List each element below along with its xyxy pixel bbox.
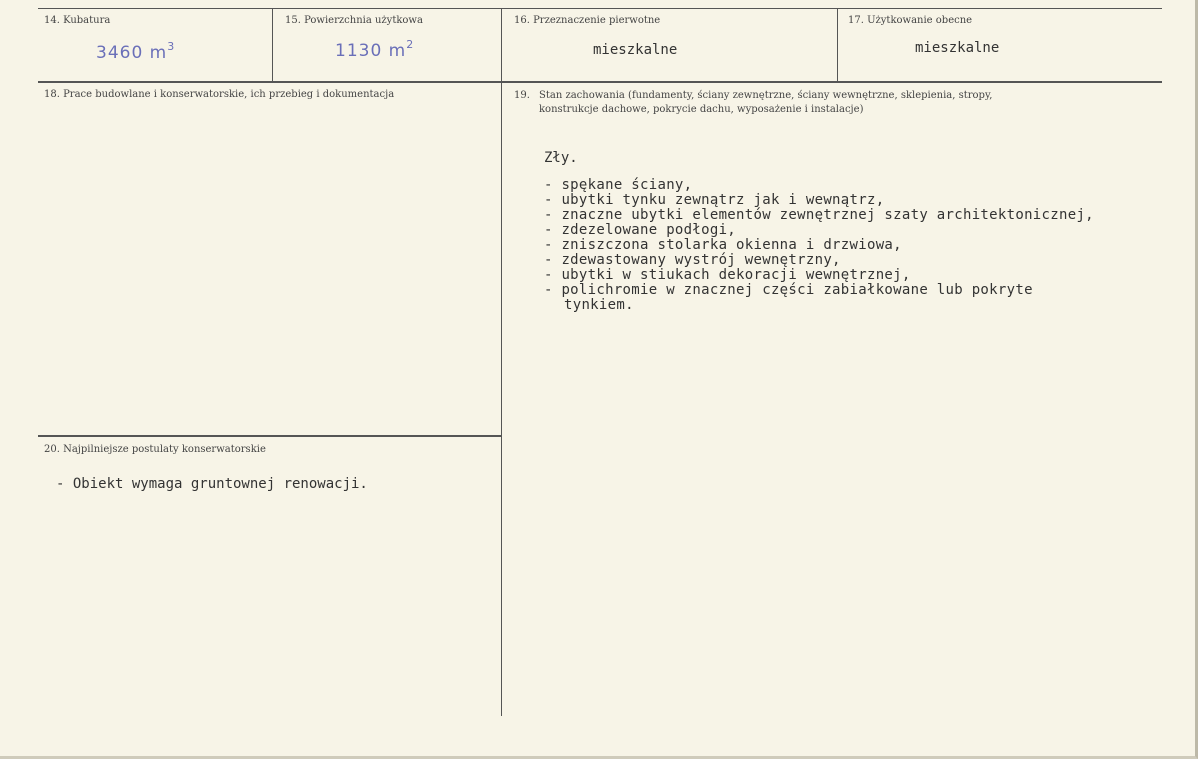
condition-list: [544, 178, 1094, 313]
field-15-label: 15. Powierzchnia użytkowa: [285, 15, 423, 26]
condition-heading: Zły.: [544, 150, 578, 166]
field-20-value: - Obiekt wymaga gruntownej renowacji.: [56, 476, 368, 492]
field-20-label: 20. Najpilniejsze postulaty konserwatorskie: [44, 444, 266, 455]
field-19-label-line1: Stan zachowania (fundamenty, ściany zewnętrzne, ściany wewnętrzne, sklepienia, stropy,: [539, 90, 993, 101]
field-19-number: 19.: [514, 90, 530, 101]
volume-value: 3460 m: [96, 43, 168, 63]
field-19-label-line2: konstrukcje dachowe, pokrycie dachu, wyposażenie i instalacje): [539, 104, 864, 115]
list-item: - znaczne ubytki elementów zewnętrznej szaty architektonicznej,: [544, 207, 1094, 223]
field-18-label: 18. Prace budowlane i konserwatorskie, ich przebieg i dokumentacja: [44, 89, 395, 100]
field-17-label: 17. Użytkowanie obecne: [848, 15, 973, 26]
top-rule: [38, 8, 1162, 9]
list-item: - polichromie w znacznej części zabiałkowane lub pokryte: [544, 282, 1033, 298]
field-16-value: mieszkalne: [593, 42, 678, 58]
list-item: - zniszczona stolarka okienna i drzwiowa,: [544, 237, 902, 253]
field-16-label: 16. Przeznaczenie pierwotne: [514, 15, 661, 26]
area-value: 1130 m: [335, 41, 407, 61]
field-17-value: mieszkalne: [915, 40, 1000, 56]
field-15-value: [335, 38, 414, 61]
list-item: - spękane ściany,: [544, 177, 693, 193]
col-divider-2: [501, 8, 502, 716]
col-divider-3: [837, 8, 838, 82]
col-divider-1: [272, 8, 273, 82]
field-14-value: [96, 40, 175, 63]
list-item-continuation: tynkiem.: [564, 297, 634, 313]
field-14-label: 14. Kubatura: [44, 15, 111, 26]
list-item: - ubytki tynku zewnątrz jak i wewnątrz,: [544, 192, 885, 208]
row-rule: [38, 81, 1162, 83]
area-unit-exponent: 2: [406, 38, 415, 51]
section-20-rule: [38, 435, 501, 437]
volume-unit-exponent: 3: [167, 40, 176, 53]
list-item: - zdewastowany wystrój wewnętrzny,: [544, 252, 841, 268]
list-item: - ubytki w stiukach dekoracji wewnętrznej,: [544, 267, 911, 283]
list-item: - zdezelowane podłogi,: [544, 222, 737, 238]
